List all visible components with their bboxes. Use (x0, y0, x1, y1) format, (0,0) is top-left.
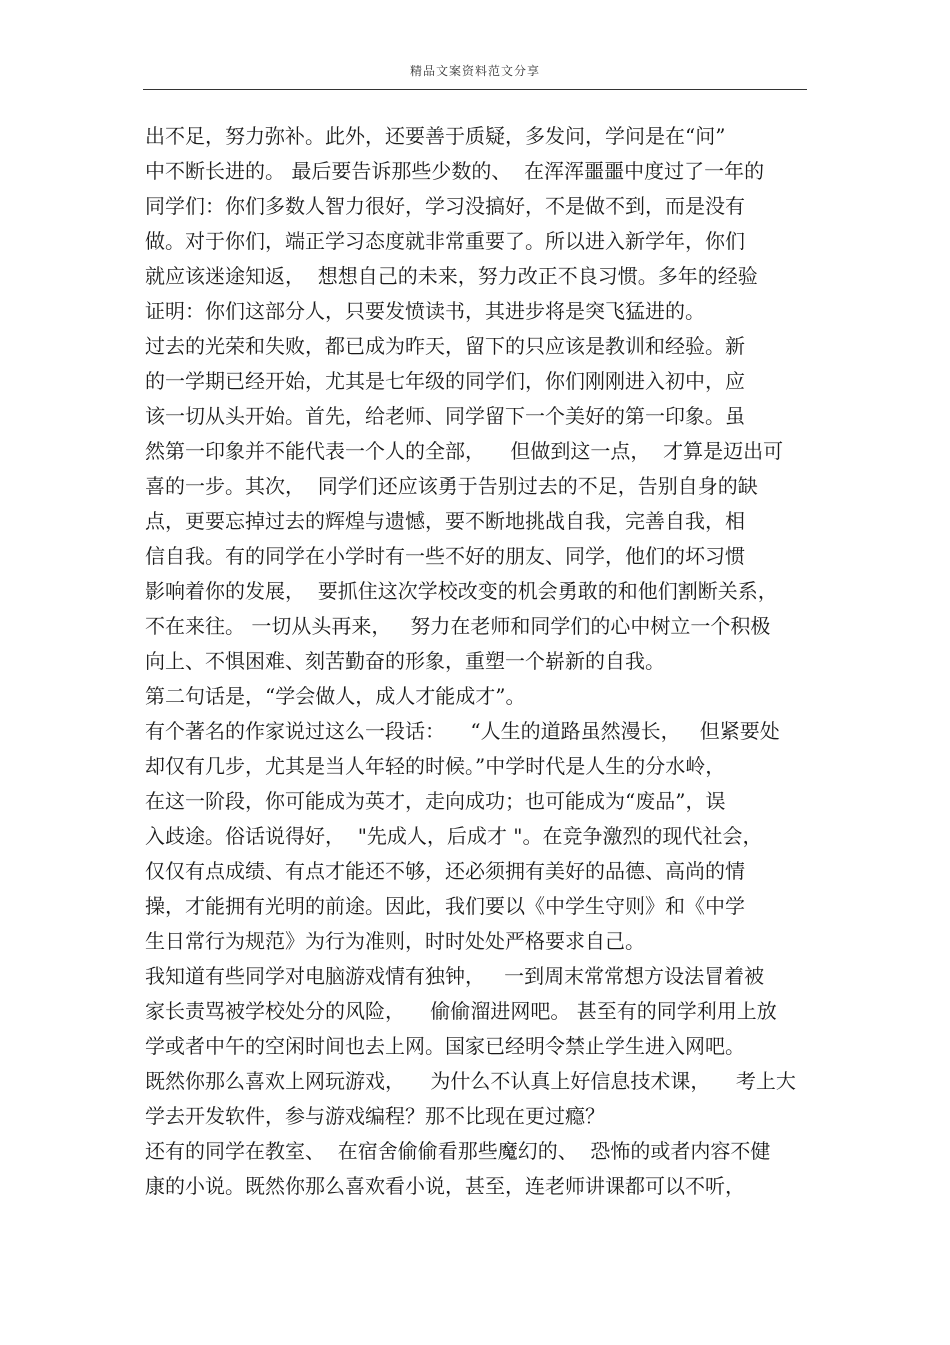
text-line: 做。对于你们，端正学习态度就非常重要了。所以进入新学年，你们 (145, 229, 745, 253)
text-line: 过去的光荣和失败，都已成为昨天，留下的只应该是教训和经验。新 (145, 334, 745, 358)
text-line: 就应该迷途知返， 想想自己的未来，努力改正不良习惯。多年的经验 (145, 264, 758, 288)
text-line: 同学们：你们多数人智力很好，学习没搞好，不是做不到，而是没有 (145, 194, 745, 218)
text-line: 然第一印象并不能代表一个人的全部， 但做到这一点， 才算是迈出可 (145, 439, 784, 463)
text-line: 出不足，努力弥补。此外，还要善于质疑，多发问，学问是在“问” (145, 124, 726, 148)
text-line: 中不断长进的。 最后要告诉那些少数的、 在浑浑噩噩中度过了一年的 (145, 159, 765, 183)
text-line: 该一切从头开始。首先，给老师、同学留下一个美好的第一印象。虽 (145, 404, 745, 428)
text-line: 学或者中午的空闲时间也去上网。国家已经明令禁止学生进入网吧。 (145, 1034, 745, 1058)
text-line: 影响着你的发展， 要抓住这次学校改变的机会勇敢的和他们割断关系， (145, 579, 778, 603)
text-line: 的一学期已经开始，尤其是七年级的同学们，你们刚刚进入初中，应 (145, 369, 745, 393)
text-line: 生日常行为规范》为行为准则，时时处处严格要求自己。 (145, 929, 645, 953)
text-line: 仅仅有点成绩、有点才能还不够，还必须拥有美好的品德、高尚的情 (145, 859, 745, 883)
text-line: 点，更要忘掉过去的辉煌与遗憾，要不断地挑战自我，完善自我，相 (145, 509, 745, 533)
text-line: 家长责骂被学校处分的风险， 偷偷溜进网吧。 甚至有的同学利用上放 (145, 999, 777, 1023)
text-line: 信自我。有的同学在小学时有一些不好的朋友、同学，他们的坏习惯 (145, 544, 745, 568)
text-line: 还有的同学在教室、 在宿舍偷偷看那些魔幻的、 恐怖的或者内容不健 (145, 1139, 771, 1163)
text-line: 既然你那么喜欢上网玩游戏， 为什么不认真上好信息技术课， 考上大 (145, 1069, 796, 1093)
text-line: 喜的一步。其次， 同学们还应该勇于告别过去的不足，告别自身的缺 (145, 474, 758, 498)
text-line: 有个著名的作家说过这么一段话： “人生的道路虽然漫长， 但紧要处 (145, 719, 780, 743)
text-line: 向上、不惧困难、刻苦勤奋的形象，重塑一个崭新的自我。 (145, 649, 665, 673)
text-line: 入歧途。俗话说得好， "先成人，后成才 "。在竞争激烈的现代社会， (145, 824, 763, 848)
text-line: 证明：你们这部分人，只要发愤读书，其进步将是突飞猛进的。 (145, 299, 705, 323)
header-divider (143, 89, 807, 90)
text-line: 在这一阶段，你可能成为英才，走向成功；也可能成为“废品”，误 (145, 789, 726, 813)
text-line: 康的小说。既然你那么喜欢看小说，甚至，连老师讲课都可以不听， (145, 1174, 745, 1198)
text-line: 第二句话是，“学会做人，成人才能成才”。 (145, 684, 526, 708)
text-line: 不在来往。 一切从头再来， 努力在老师和同学们的心中树立一个积极 (145, 614, 771, 638)
text-line: 却仅有几步，尤其是当人年轻的时候。”中学时代是人生的分水岭， (145, 754, 726, 778)
text-line: 操，才能拥有光明的前途。因此，我们要以《中学生守则》和《中学 (145, 894, 745, 918)
body-text (145, 119, 815, 1204)
page-header: 精品文案资料范文分享 (409, 64, 540, 78)
text-line: 学去开发软件，参与游戏编程？那不比现在更过瘾？ (145, 1104, 605, 1128)
text-line: 我知道有些同学对电脑游戏情有独钟， 一到周末常常想方设法冒着被 (145, 964, 765, 988)
